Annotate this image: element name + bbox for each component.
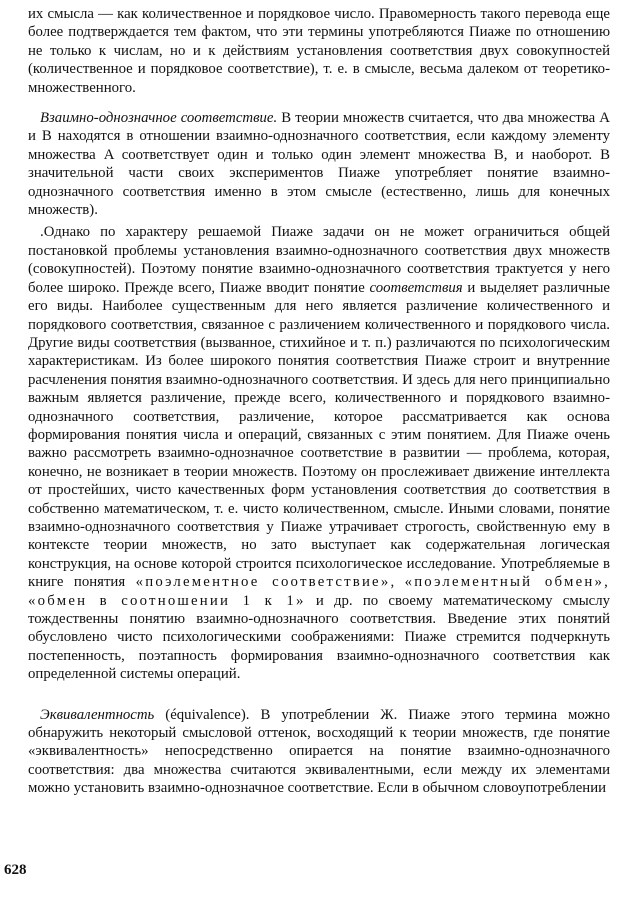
- paragraph-piaget-correspondence: [28, 223, 610, 683]
- page-number: 628: [4, 862, 27, 878]
- spaced-term-2: «поэлементный обмен», «обмен в соотношении 1 к 1»: [28, 574, 610, 609]
- term-heading: Эквивалентность: [40, 706, 155, 723]
- paragraph-text-part2: и выделяет различные его виды. Наиболее существенным для него является различение количественного и порядкового соответствия, связанное с различением количественного и порядкового числа. Другие виды соответствия (вызванное, стихийное и т. п.) различаются по психологическим характеристикам. Из более широкого понятия соответствия Пиаже строит и внутренние расчленения понятия взаимно-однозначного соответствия. И здесь для него принципиально важным является различение, прежде всего, количественного и порядкового взаимно-однозначного соответствия, различение, которое рассматривается как основа формирования понятия числа и операций, связанных с этим понятием. Для Пиаже очень важно рассмотреть взаимно-однозначное соответствие в развитии — проблема, которая, конечно, не возникает в теории множеств. Поэтому он прослеживает движение интеллекта от простейших, чисто качественных форм установления соответствия до соответствия в собственно математическом, т. е. чисто количественном, смысле. Иными словами, понятие взаимно-однозначного соответствия у Пиаже утрачивает строгость, свойственную ему в контексте теории множеств, но зато выступает как содержательная логическая конструкция, на основе которой строится психологическое исследование. Употребляемые в книге понятия: [28, 279, 611, 591]
- paragraph-one-to-one-correspondence: [28, 109, 610, 219]
- term-heading: Взаимно-однозначное соответствие.: [40, 110, 278, 127]
- paragraph-text-part1: .Однако по характеру решаемой Пиаже задачи он не может ограничиться общей постановкой проблемы установления взаимно-однозначного соответствия двух множеств (совокупностей). Поэтому понятие взаимно-однозначного соответствия трактуется у него более широко. Прежде всего, Пиаже вводит понятие: [28, 224, 610, 296]
- paragraph-quantitative-ordinal: [28, 5, 610, 97]
- italic-term: соответствия: [369, 279, 463, 296]
- paragraph-text-part3: ,: [390, 574, 405, 591]
- paragraph-text: (équivalence). В употреблении Ж. Пиаже этого термина можно обнаружить некоторый смысловой оттенок, восходящий к теории множеств, где понятие «эквивалентность» непосредственно опирается на понятие взаимно-однозначного соответствия: два множества считаются эквивалентными, если между их элементами можно установить взаимно-однозначное соответствие. Если в обычном словоупотреблении: [28, 706, 610, 797]
- paragraph-text-part4: и др. по своему математическому смыслу тождественны понятию взаимно-однозначного соответствия. Введение этих понятий обусловлено чисто психологическими соображениями: Пиаже стремится подчеркнуть постепенность, поэтапность формирования взаимно-однозначного соответствия как определенной системы операций.: [28, 592, 611, 683]
- paragraph-text: В теории множеств считается, что два множества A и B находятся в отношении взаимно-однозначного соответствия, если каждому элементу множества A соответствует один и только один элемент множества B, и наоборот. В значительной части своих экспериментов Пиаже употребляет понятие взаимно-однозначного соответствия именно в этом смысле (естественно, лишь для конечных множеств).: [28, 110, 610, 219]
- paragraph-equivalence: [28, 706, 610, 798]
- paragraph-text: их смысла — как количественное и порядковое число. Правомерность такого перевода еще более подтверждается тем фактом, что эти термины употребляются Пиаже по отношению не только к числам, но и к действиям установления соответствия двух совокупностей (количественное и порядковое соответствие), т. е. в смысле, весьма далеком от теоретико-множественного.: [28, 6, 610, 96]
- spaced-term-1: «поэлементное соответствие»: [135, 574, 391, 591]
